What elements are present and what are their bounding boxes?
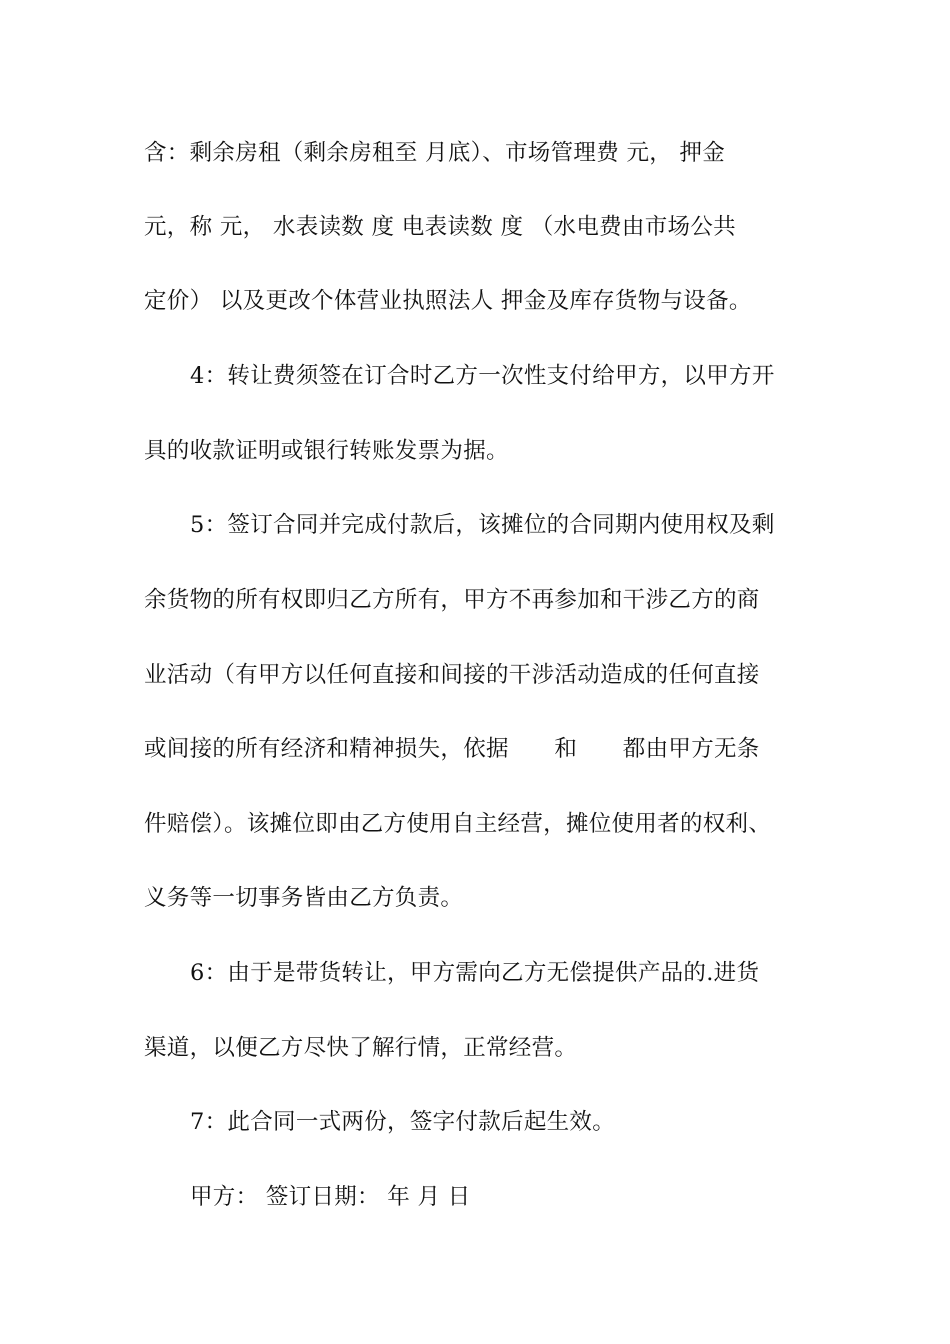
text-line: 业活动（有甲方以任何直接和间接的干涉活动造成的任何直接 <box>144 662 760 688</box>
text-line: 渠道，以便乙方尽快了解行情，正常经营。 <box>144 1035 578 1061</box>
clause-6-line: 6：由于是带货转让，甲方需向乙方无偿提供产品的.进货 <box>190 960 760 986</box>
text-line: 具的收款证明或银行转账发票为据。 <box>144 438 509 464</box>
clause-4-line: 4：转让费须签在订合时乙方一次性支付给甲方，以甲方开 <box>190 363 775 389</box>
text-line: 义务等一切事务皆由乙方负责。 <box>144 885 464 911</box>
text-line: 定价） 以及更改个体营业执照法人 押金及库存货物与设备。 <box>144 288 752 314</box>
clause-5-line: 5：签订合同并完成付款后，该摊位的合同期内使用权及剩 <box>190 512 775 538</box>
text-line: 余货物的所有权即归乙方所有，甲方不再参加和干涉乙方的商 <box>144 587 760 613</box>
clause-7-line: 7：此合同一式两份，签字付款后起生效。 <box>190 1109 616 1135</box>
text-line: 或间接的所有经济和精神损失，依据 和 都由甲方无条 <box>144 736 760 762</box>
text-line: 件赔偿）。该摊位即由乙方使用自主经营，摊位使用者的权利、 <box>144 811 772 837</box>
text-line: 元，称 元， 水表读数 度 电表读数 度 （水电费由市场公共 <box>144 214 736 240</box>
text-line: 含：剩余房租（剩余房租至 月底）、市场管理费 元， 押金 <box>144 140 726 166</box>
signature-date-line: 甲方： 签订日期： 年 月 日 <box>190 1184 471 1210</box>
